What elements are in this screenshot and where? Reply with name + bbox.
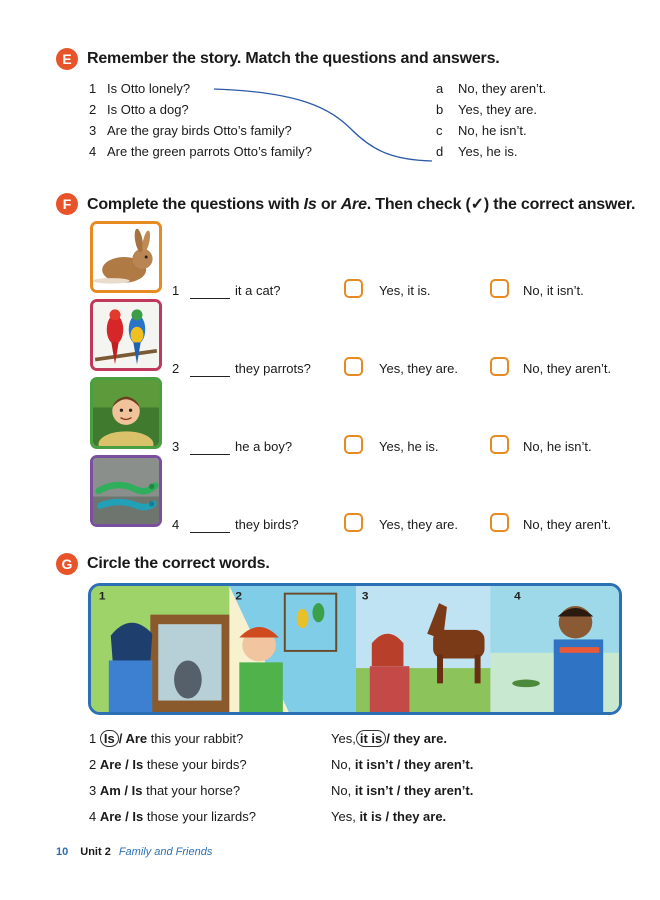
- answer-row: [436, 78, 546, 99]
- panel-number: 4: [514, 589, 521, 603]
- question-rest: these your birds?: [143, 757, 247, 772]
- question-text: he a boy?: [235, 439, 293, 454]
- option[interactable]: they aren’t.: [403, 757, 474, 772]
- question-text: Is Otto a dog?: [107, 102, 189, 117]
- answer-prefix: Yes,: [331, 731, 356, 746]
- question-text: Are the green parrots Otto’s family?: [107, 144, 312, 159]
- circled-option[interactable]: it is: [356, 730, 386, 747]
- parrots-photo: [90, 299, 162, 371]
- answer-blank[interactable]: [190, 532, 230, 533]
- item-number: 2: [89, 757, 97, 772]
- answer-row: [436, 99, 546, 120]
- item-number: 2: [172, 361, 180, 376]
- answer-text: Yes, he is.: [458, 144, 518, 159]
- answer-text: No, he isn’t.: [458, 123, 527, 138]
- section-f-header: [56, 193, 635, 215]
- section-g-header: [56, 553, 270, 575]
- illustration-strip: [88, 583, 622, 715]
- checkbox-yes[interactable]: [344, 357, 363, 376]
- answer-yes: Yes, they are.: [379, 361, 459, 376]
- checkbox-no[interactable]: [490, 435, 509, 454]
- question-number: 4: [89, 144, 97, 159]
- rabbit-photo: [90, 221, 162, 293]
- circled-option[interactable]: Is: [100, 730, 119, 747]
- question-text: they birds?: [235, 517, 299, 532]
- checkbox-yes[interactable]: [344, 279, 363, 298]
- g-answer-3: [331, 780, 473, 802]
- boy-image: [93, 380, 159, 446]
- book-title: Family and Friends: [118, 846, 213, 858]
- option[interactable]: Are: [99, 757, 122, 772]
- exercise-row-1: [90, 221, 650, 298]
- option[interactable]: Is: [131, 783, 143, 798]
- option-separator: /: [118, 731, 126, 746]
- question-text: Are the gray birds Otto’s family?: [107, 123, 292, 138]
- option[interactable]: it is: [359, 809, 382, 824]
- option-separator: /: [120, 783, 132, 798]
- exercise-row-4: [90, 455, 650, 532]
- title-part: . Then check (✓) the correct answer.: [366, 196, 636, 213]
- cartoon-panels: [91, 586, 619, 712]
- item-number: 4: [89, 809, 97, 824]
- g-question-1: [89, 728, 243, 750]
- option[interactable]: Are: [99, 809, 122, 824]
- title-are: Are: [340, 196, 367, 213]
- title-is: Is: [303, 196, 317, 213]
- option[interactable]: Is: [132, 757, 144, 772]
- checkbox-no[interactable]: [490, 279, 509, 298]
- answer-prefix: No,: [331, 757, 355, 772]
- checkbox-no[interactable]: [490, 357, 509, 376]
- answer-prefix: Yes,: [331, 809, 360, 824]
- question-number: 1: [89, 81, 97, 96]
- item-number: 1: [89, 731, 97, 746]
- exercise-row-2: [90, 299, 650, 376]
- questions-list: [89, 78, 312, 162]
- parrots-image: [93, 302, 159, 368]
- answer-yes: Yes, he is.: [379, 439, 439, 454]
- section-e-title: Remember the story. Match the questions and answers.: [87, 50, 500, 67]
- answer-yes: Yes, it is.: [379, 283, 431, 298]
- option-separator: /: [393, 783, 404, 798]
- option-separator: /: [393, 757, 404, 772]
- lizards-image: [93, 458, 159, 524]
- question-row: [89, 78, 312, 99]
- g-answer-2: [331, 754, 473, 776]
- item-number: 3: [172, 439, 180, 454]
- section-f-badge: F: [56, 193, 78, 215]
- g-question-3: [89, 780, 240, 802]
- question-row: [89, 99, 312, 120]
- checkbox-yes[interactable]: [344, 513, 363, 532]
- boy-photo: [90, 377, 162, 449]
- g-question-2: [89, 754, 247, 776]
- item-number: 4: [172, 517, 180, 532]
- panel-number: 1: [98, 589, 106, 603]
- page-number: 10: [56, 846, 69, 858]
- answer-no: No, it isn’t.: [523, 283, 584, 298]
- answer-row: [436, 141, 546, 162]
- section-g-title: Circle the correct words.: [87, 555, 270, 572]
- answers-list: [436, 78, 546, 162]
- lizards-photo: [90, 455, 162, 527]
- page-footer: [56, 846, 212, 858]
- g-answer-4: [331, 806, 446, 828]
- question-rest: that your horse?: [142, 783, 241, 798]
- question-rest: this your rabbit?: [147, 731, 244, 746]
- checkbox-yes[interactable]: [344, 435, 363, 454]
- g-question-4: [89, 806, 256, 828]
- option[interactable]: Is: [132, 809, 144, 824]
- question-number: 2: [89, 102, 97, 117]
- question-row: [89, 141, 312, 162]
- answer-yes: Yes, they are.: [379, 517, 459, 532]
- answer-no: No, he isn’t.: [523, 439, 592, 454]
- option-separator: /: [381, 809, 393, 824]
- title-part: Complete the questions with: [87, 196, 304, 213]
- question-text: Is Otto lonely?: [107, 81, 191, 96]
- item-number: 1: [172, 283, 180, 298]
- exercise-row-3: [90, 377, 650, 454]
- title-part: or: [316, 196, 341, 213]
- panel-number: 2: [235, 589, 242, 603]
- option[interactable]: they aren’t.: [403, 783, 474, 798]
- answer-letter: d: [436, 144, 444, 159]
- answer-text: Yes, they are.: [458, 102, 538, 117]
- answer-row: [436, 120, 546, 141]
- section-g-badge: G: [56, 553, 78, 575]
- option[interactable]: Am: [99, 783, 121, 798]
- option-separator: /: [121, 809, 133, 824]
- section-e-badge: E: [56, 48, 78, 70]
- question-text: they parrots?: [235, 361, 311, 376]
- question-row: [89, 120, 312, 141]
- answer-prefix: No,: [331, 783, 355, 798]
- question-number: 3: [89, 123, 97, 138]
- option[interactable]: they are.: [392, 809, 447, 824]
- answer-no: No, they aren’t.: [523, 517, 612, 532]
- option[interactable]: it isn’t: [354, 757, 394, 772]
- question-text: it a cat?: [235, 283, 281, 298]
- answer-text: No, they aren’t.: [458, 81, 547, 96]
- option-separator: /: [386, 731, 394, 746]
- g-answer-1: [331, 728, 447, 750]
- answer-letter: b: [436, 102, 444, 117]
- option[interactable]: Are: [125, 731, 148, 746]
- answer-no: No, they aren’t.: [523, 361, 612, 376]
- option-separator: /: [121, 757, 133, 772]
- rabbit-image: [93, 224, 159, 290]
- panel-number: 3: [361, 589, 369, 603]
- unit-label: Unit 2: [80, 846, 111, 858]
- item-number: 3: [89, 783, 97, 798]
- answer-letter: c: [436, 123, 443, 138]
- section-e-header: [56, 48, 500, 70]
- answer-letter: a: [436, 81, 444, 96]
- option[interactable]: it isn’t: [354, 783, 394, 798]
- checkbox-no[interactable]: [490, 513, 509, 532]
- question-rest: those your lizards?: [143, 809, 256, 824]
- option[interactable]: they are.: [393, 731, 447, 746]
- section-f-title: [87, 194, 635, 214]
